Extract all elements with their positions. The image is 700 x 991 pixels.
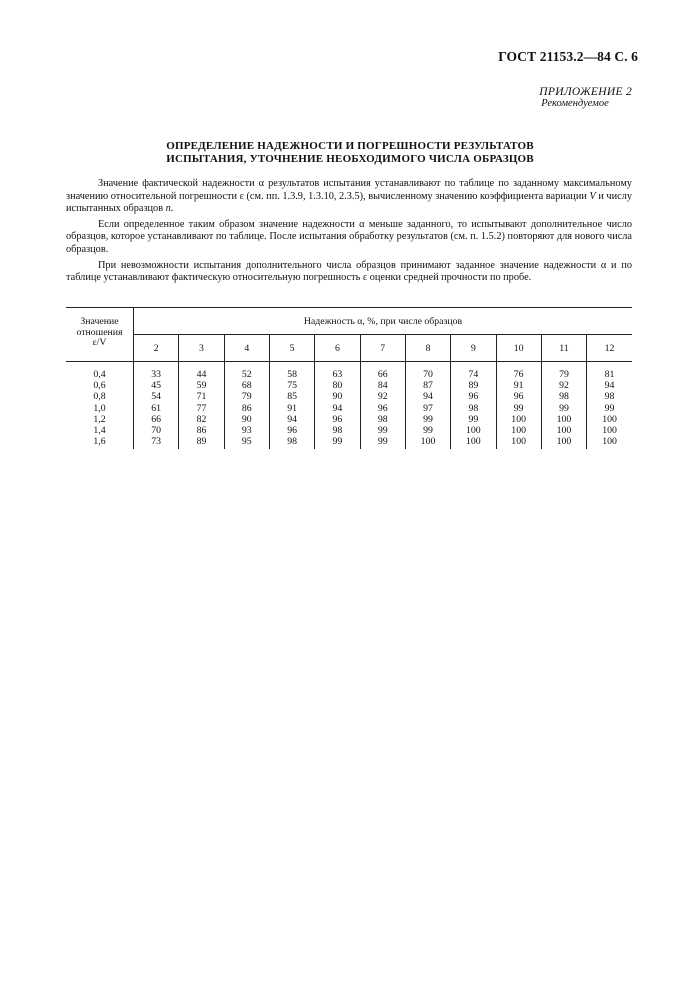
reliability-value-cell: 90 [315,391,360,402]
reliability-value-cell: 75 [269,380,314,391]
sample-count-header: 2 [134,335,179,362]
reliability-value-cell: 96 [315,414,360,425]
paragraph-1-part-b: и числу испытанных образцов [66,190,632,215]
reliability-value-cell: 98 [541,391,586,402]
symbol-v: V [589,190,596,202]
ratio-value-cell: 0,6 [66,380,134,391]
ratio-value-cell: 1,4 [66,425,134,436]
reliability-value-cell: 100 [405,436,450,449]
reliability-value-cell: 95 [224,436,269,449]
reliability-value-cell: 61 [134,403,179,414]
reliability-value-cell: 80 [315,380,360,391]
reliability-value-cell: 96 [496,391,541,402]
reliability-value-cell: 97 [405,403,450,414]
reliability-value-cell: 96 [451,391,496,402]
reliability-value-cell: 63 [315,362,360,381]
reliability-value-cell: 44 [179,362,224,381]
sample-count-header-row [66,335,632,362]
table-row [66,380,632,391]
reliability-value-cell: 100 [451,436,496,449]
reliability-value-cell: 94 [604,380,615,392]
reliability-value-cell: 94 [315,403,360,414]
reliability-value-cell: 99 [451,414,496,425]
reliability-value-cell: 85 [269,391,314,402]
paragraph-2: Если определенное таким образом значение надежности α меньше заданного, то испытывают дополнительное число образцов, которое устанавливают по таблице. После испытания обработку результатов (см. п. 1.5.2) повторяют для нового числа образцов. [66,218,632,255]
reliability-value-cell: 99 [604,402,615,414]
table-row [66,414,632,425]
body-text [66,178,632,285]
ratio-header-line-1: Значение [80,316,119,327]
reliability-value-cell: 99 [541,403,586,414]
reliability-value-cell: 68 [224,380,269,391]
reliability-value-cell: 96 [269,425,314,436]
reliability-value-cell: 98 [315,425,360,436]
reliability-value-cell: 86 [224,403,269,414]
sample-count-header: 10 [496,335,541,362]
ratio-column-header [66,308,134,362]
reliability-table [66,307,632,449]
section-title-line-1: ОПРЕДЕЛЕНИЕ НАДЕЖНОСТИ И ПОГРЕШНОСТИ РЕЗУЛЬТАТОВ [166,140,534,152]
table-row [66,403,632,414]
reliability-value-cell: 74 [451,362,496,381]
reliability-value-cell: 66 [360,362,405,381]
reliability-value-cell: 96 [360,403,405,414]
reliability-value-cell: 52 [224,362,269,381]
reliability-value-cell: 87 [405,380,450,391]
ratio-header-line-3: ε/V [92,337,107,348]
reliability-value-cell: 33 [134,362,179,381]
ratio-value-cell: 1,6 [66,436,134,449]
ratio-value-cell: 0,4 [66,362,134,381]
reliability-value-cell: 58 [269,362,314,381]
reliability-value-cell: 89 [179,436,224,449]
reliability-value-cell: 59 [179,380,224,391]
reliability-value-cell: 90 [224,414,269,425]
reliability-value-cell: 100 [496,425,541,436]
reliability-value-cell: 81 [604,369,615,380]
paragraph-3: При невозможности испытания дополнительного числа образцов принимают заданное значение надежности α и по таблице устанавливают фактическую относительную погрешность ε оценки средней прочности по пробе. [66,259,632,284]
reliability-value-cell: 73 [134,436,179,449]
reliability-value-cell: 77 [179,403,224,414]
sample-count-header: 11 [541,335,586,362]
paragraph-1-part-c: . [170,203,174,215]
standard-reference: ГОСТ 21153.2—84 С. 6 [498,49,638,64]
ratio-value-cell: 1,2 [66,414,134,425]
reliability-value-cell: 93 [224,425,269,436]
reliability-value-cell: 100 [496,436,541,449]
reliability-value-cell: 98 [360,414,405,425]
reliability-value-cell: 89 [451,380,496,391]
reliability-value-cell: 79 [541,362,586,381]
reliability-value-cell: 100 [541,436,586,449]
reliability-group-header: Надежность α, %, при числе образцов [134,308,633,335]
reliability-value-cell: 91 [496,380,541,391]
reliability-value-cell: 99 [405,414,450,425]
reliability-value-cell: 71 [179,391,224,402]
reliability-value-cell: 54 [134,391,179,402]
appendix-subtitle: Рекомендуемое [541,98,609,109]
section-title-line-2: ИСПЫТАНИЯ, УТОЧНЕНИЕ НЕОБХОДИМОГО ЧИСЛА ОБРАЗЦОВ [166,152,534,165]
table-row [66,391,632,402]
ratio-value-cell: 0,8 [66,391,134,402]
reliability-value-cell: 76 [496,362,541,381]
sample-count-header: 12 [587,335,632,362]
reliability-value-cell: 100 [602,425,617,437]
reliability-value-cell: 84 [360,380,405,391]
reliability-value-cell: 94 [405,391,450,402]
reliability-value-cell: 99 [496,403,541,414]
reliability-table-body [66,362,632,450]
sample-count-header: 6 [315,335,360,362]
ratio-value-cell: 1,0 [66,403,134,414]
reliability-value-cell: 100 [541,425,586,436]
reliability-value-cell: 70 [405,362,450,381]
reliability-value-cell: 100 [451,425,496,436]
reliability-value-cell: 82 [179,414,224,425]
reliability-value-cell: 99 [315,436,360,449]
reliability-value-cell: 70 [134,425,179,436]
reliability-value-cell: 99 [360,436,405,449]
reliability-value-cell: 100 [496,414,541,425]
sample-count-header: 4 [224,335,269,362]
reliability-value-cell: 94 [269,414,314,425]
reliability-value-cell: 99 [405,425,450,436]
ratio-header-line-2: отношения [76,326,123,338]
table-row [66,362,632,381]
reliability-value-cell: 98 [451,403,496,414]
paragraph-1 [66,178,632,216]
appendix-label [539,86,632,110]
reliability-value-cell: 91 [269,403,314,414]
appendix-title: ПРИЛОЖЕНИЕ 2 [539,86,632,98]
reliability-value-cell: 100 [541,414,586,425]
reliability-value-cell: 98 [269,436,314,449]
table-row [66,425,632,436]
sample-count-header: 7 [360,335,405,362]
reliability-value-cell: 92 [360,391,405,402]
reliability-value-cell: 79 [224,391,269,402]
sample-count-header: 9 [451,335,496,362]
reliability-value-cell: 100 [602,436,617,448]
reliability-value-cell: 45 [134,380,179,391]
reliability-value-cell: 92 [541,380,586,391]
sample-count-header: 3 [179,335,224,362]
symbol-n: n [165,203,171,215]
reliability-value-cell: 99 [360,425,405,436]
sample-count-header: 5 [269,335,314,362]
reliability-value-cell: 98 [604,391,615,403]
table-row [66,436,632,449]
reliability-value-cell: 86 [179,425,224,436]
reliability-value-cell: 100 [602,413,617,425]
reliability-value-cell: 66 [134,414,179,425]
section-title [70,140,630,165]
paragraph-1-part-a: Значение фактической надежности α результатов испытания устанавливают по таблице по заданному максимальному значению относительной погрешности ε (см. пп. 1.3.9, 1.3.10, 2.3.5), вычисленному значению коэффициента вариации [66,178,632,202]
sample-count-header: 8 [405,335,450,362]
reliability-table-container [66,307,632,449]
